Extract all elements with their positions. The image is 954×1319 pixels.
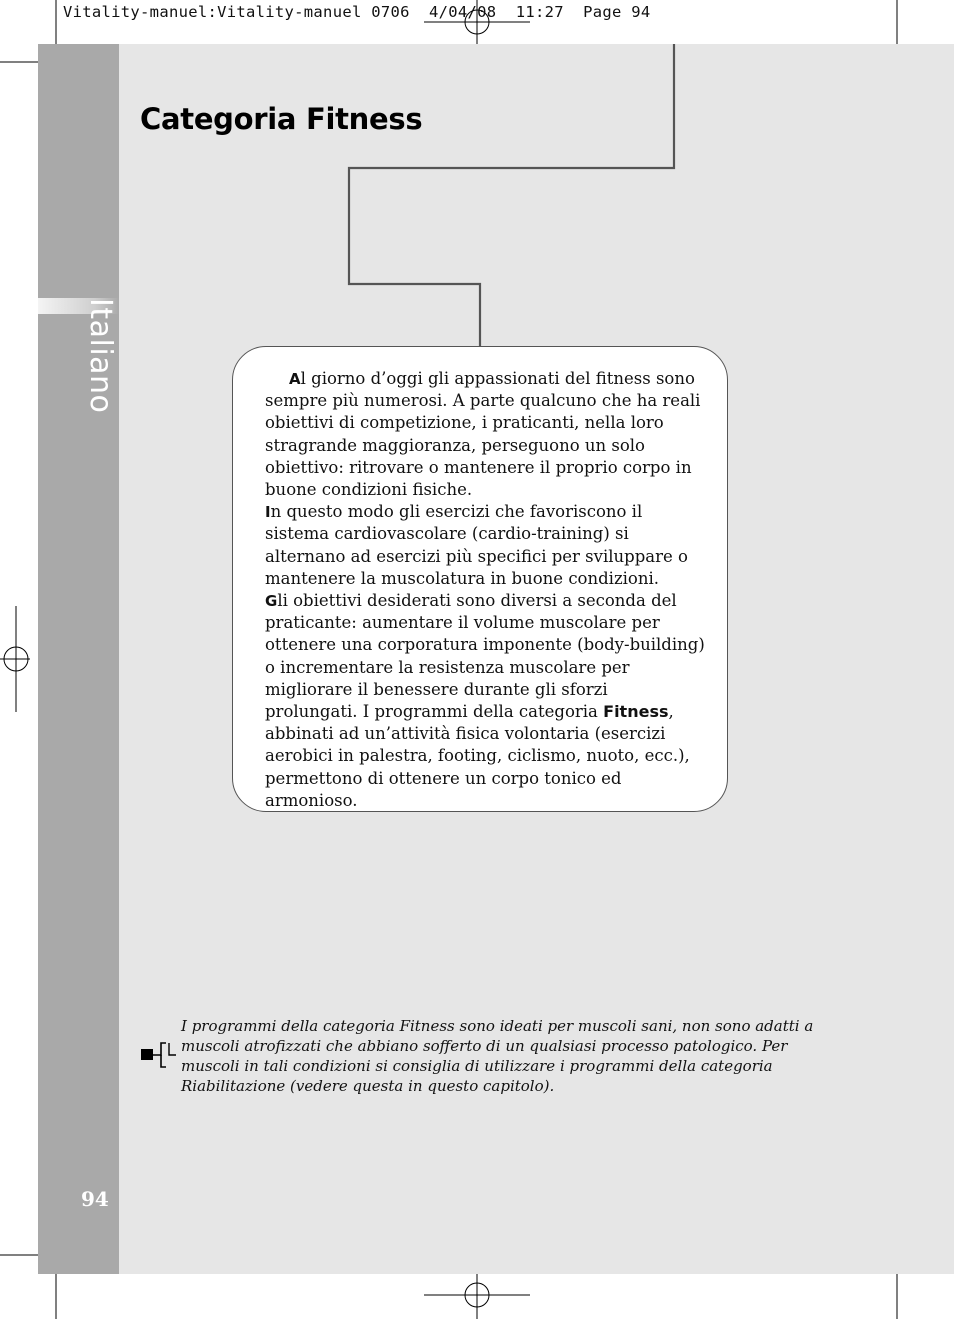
warning-note: I programmi della categoria Fitness sono ideati per muscoli sani, non sono adatti a muscoli atrofizzati che abbiano sofferto di un qualsiasi processo patologico. Per muscoli in tali condizioni si consiglia di utilizzare i programmi della categoria Riabilitazione (vedere questa in questo capitolo).: [181, 1017, 814, 1095]
drop-cap: G: [265, 592, 278, 611]
intro-text: [265, 368, 705, 812]
language-tab-label: Italiano: [83, 298, 118, 414]
page-number: 94: [81, 1187, 109, 1211]
paragraph-text: , abbinati ad un’attività fisica volontaria (esercizi aerobici in palestra, footing, ciclismo, nuoto, ecc.), permettono di ottenere un corpo tonico ed armonioso.: [265, 702, 690, 810]
intro-paragraph-2: [265, 501, 705, 590]
drop-cap: A: [289, 370, 301, 388]
drop-cap: I: [265, 503, 271, 522]
page-title: Categoria Fitness: [140, 102, 423, 136]
print-slug: Vitality-manuel:Vitality-manuel 0706 4/04/08 11:27 Page 94: [63, 3, 651, 21]
intro-paragraph-1: [265, 368, 705, 501]
paragraph-text: l giorno d’oggi gli appassionati del fitness sono sempre più numerosi. A parte qualcuno che ha reali obiettivi di competizione, i praticanti, nella loro stragrande maggioranza, perseguono un solo obiettivo: ritrovare o mantenere il proprio corpo in buone condizioni fisiche.: [265, 369, 701, 500]
category-keyword: Fitness: [603, 702, 669, 722]
intro-paragraph-3: [265, 590, 705, 812]
pulse-signal-icon: [140, 1040, 184, 1072]
paragraph-text: n questo modo gli esercizi che favoriscono il sistema cardiovascolare (cardio-training) si alternano ad esercizi più specifici per sviluppare o mantenere la muscolatura in buone condizioni.: [265, 502, 688, 588]
paragraph-text: li obiettivi desiderati sono diversi a seconda del praticante: aumentare il volume muscolare per ottenere una corporatura imponente (body-building) o incrementare la resistenza muscolare per migliorare il benessere durante gli sforzi prolungati. I programmi della categoria: [265, 591, 705, 722]
